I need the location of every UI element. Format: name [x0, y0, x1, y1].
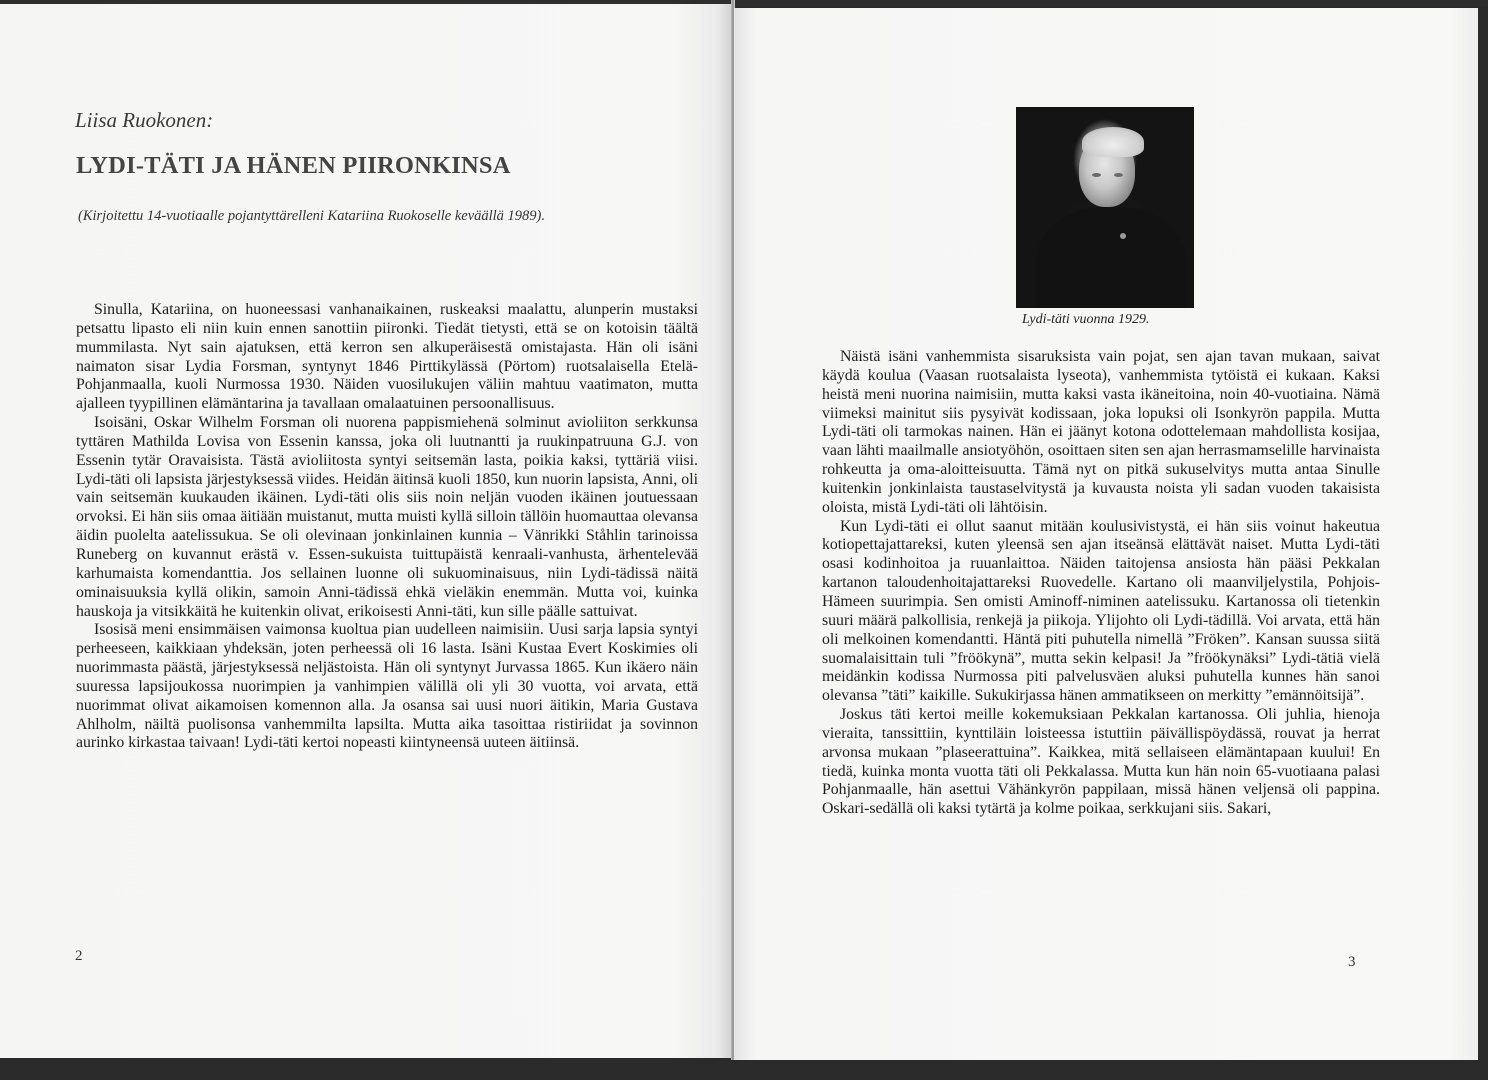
- photo-caption: Lydi-täti vuonna 1929.: [1022, 312, 1150, 327]
- paragraph: Isoisäni, Oskar Wilhelm Forsman oli nuorena pappismiehenä solminut avioliiton serkkunsa tyttären Mathilda Lovisa von Essenin kanssa, joka oli luutnantti ja ruukinpatruuna G.J. von Essenin tytär Oravaisista. Tästä avioliitosta syntyi seitsemän lasta, poikia kaksi, tyttäriä viisi. Lydi-täti oli lapsista järjestyksessä viides. Heidän äitinsä kuoli 1850, kun nuorin lapsista, Anni, oli vain seitsemän kuukauden ikäinen. Lydi-täti olis siis noin neljän vuoden ikäinen joutuessaan orvoksi. Ei hän siis omaa äitiään muistanut, mutta muisti kyllä silloin tällöin huomauttaa olevansa äidin puolelta aatelissukua. Se oli olevinaan jonkinlainen kunnia – Vänrikki Ståhlin tarinoissa Runeberg on kuvannut erästä v. Essen-sukuista tuittupäistä kenraali-vanhusta, ärhentelevää karhumaista komendanttia. Jos sellainen luonne oli sukuominaisuus, niin Lydi-tädissä näitä ominaisuuksia kyllä olikin, samoin Anni-tädissä ehkä vieläkin enemmän. Mutta voi, kuinka hauskoja ja vitsikkäitä he kuitenkin olivat, erikoisesti Anni-täti, kun sille päälle sattuivat.: [76, 414, 698, 620]
- paragraph: Sinulla, Katariina, on huoneessasi vanhanaikainen, ruskeaksi maalattu, alunperin mustaksi petsattu lipasto eli niin kuin ennen sanottiin piironki. Tiedät tietysti, että se on kotoisin täältä mummilasta. Nyt sain ajatuksen, että kerron sen alkuperäisestä omistajasta. Hän oli isäni naimaton sisar Lydia Forsman, syntynyt 1846 Pirttikylässä (Pörtom) ruotsalaisella Etelä-Pohjanmaalla, kuoli Nurmossa 1930. Näiden vuosilukujen väliin mahtuu vaatimaton, mutta ajalleen tyypillinen elämäntarina ja tavallaan omalaatuinen persoonallisuus.: [76, 301, 698, 413]
- author-name: Liisa Ruokonen:: [75, 108, 214, 132]
- photo-figure-brooch: [1120, 233, 1126, 239]
- paragraph: Näistä isäni vanhemmista sisaruksista vain pojat, sen ajan tavan mukaan, saivat käydä koulua (Vaasan ruotsalaista lyseota), vanhemmista tytöistä ei kukaan. Kaksi heistä meni nuorina naimisiin, mutta kaksi vasta ikäneitoina, noin 40-vuotiaina. Nämä viimeksi mainitut siis pysyivät kodissaan, joka lopuksi oli Isonkyrön pappila. Mutta Lydi-täti oli tarmokas nainen. Hän ei jäänyt kotona odottelemaan mahdollista kosijaa, vaan lähti maailmalle ansiotyöhön, osoittaen siten sen ajan herrasmamselille harvinaista rohkeutta ja oma-aloitteisuutta. Tämä nyt on pitkä sukuselvitys mutta antaa Sinulle kuitenkin jonkinlaista taustaselvitystä ja kuvausta noista yli sadan vuoden takaisista oloista, mistä Lydi-täti oli lähtöisin.: [822, 348, 1380, 516]
- paragraph: Kun Lydi-täti ei ollut saanut mitään koulusivistystä, ei hän siis voinut hakeutua kotiopettajattareksi, kuten yleensä sen ajan itseänsä elättävät naiset. Mutta Lydi-täti osasi kodinhoitoa ja ruuanlaittoa. Näiden taitojensa ansiosta hän pääsi Pekkalan kartanon taloudenhoitajattareksi Ruovedelle. Kartano oli maanviljelystila, Pohjois-Hämeen suurimpia. Sen omisti Aminoff-niminen aatelissuku. Kartanossa oli tietenkin suuri määrä palkollisia, renkejä ja piikoja. Ylijohto oli Lydi-tädillä. Voi arvata, että hän oli melkoinen komendantti. Häntä piti puhutella nimellä ”Fröken”. Kansan suussa siitä suomalaisittain tuli ”fröökynä”, mutta sekin kelpasi! Ja ”fröökynäksi” Lydi-tätiä vielä meidänkin kodissa Nurmossa piti palvelusväen aluksi puhutella kunnes hän sanoi olevansa ”täti” kaikille. Sukukirjassa hänen ammatikseen on merkitty ”emännöitsijä”.: [822, 517, 1380, 705]
- right-body-text: [822, 348, 1380, 819]
- left-page: [0, 4, 733, 1058]
- left-body-text: [76, 301, 698, 753]
- portrait-photo: [1016, 107, 1194, 308]
- page-number-right: 3: [1348, 954, 1356, 970]
- photo-figure-body: [1036, 207, 1186, 308]
- photo-figure-hair: [1082, 127, 1144, 157]
- photo-figure-eye: [1114, 173, 1123, 177]
- page-number-left: 2: [75, 948, 83, 964]
- article-title: LYDI-TÄTI JA HÄNEN PIIRONKINSA: [76, 152, 511, 179]
- paragraph: Joskus täti kertoi meille kokemuksiaan Pekkalan kartanossa. Oli juhlia, hienoja vieraita, tanssittiin, kynttiläin loisteessa istuttiin päivällispöydässä, rouvat ja herrat arvonsa mukaan ”plaseerattuina”. Kaikkea, mitä sellaiseen elämäntapaan kuului! En tiedä, kuinka monta vuotta täti oli Pekkalassa. Mutta kun hän noin 65-vuotiaana palasi Pohjanmaalle, hän asettui Vähänkyrön pappilaan, missä hänen veljensä oli pappina. Oskari-sedällä oli kaksi tytärtä ja kolme poikaa, serkkujani siis. Sakari,: [822, 706, 1380, 818]
- article-subtitle: (Kirjoitettu 14-vuotiaalle pojantyttärelleni Katariina Ruokoselle keväällä 1989).: [78, 208, 546, 224]
- paragraph: Isosisä meni ensimmäisen vaimonsa kuoltua pian uudelleen naimisiin. Uusi sarja lapsia syntyi perheeseen, kaikkiaan yhdeksän, joten perheessä oli 16 lasta. Isäni Kustaa Evert Koskimies oli nuorimmasta päästä, järjestyksessä neljästoista. Hän oli syntynyt Jurvassa 1865. Kun ikäero näin suuressa lapsijoukossa nuorimpien ja vanhimpien välillä oli yli 30 vuotta, voi arvata, että nuorimmat olivat aikamoisen komennon alla. Ja osansa sai uusi nuori äitikin, Maria Gustava Ahlholm, näiltä puolisonsa vanhemmilta lapsilta. Mutta aika tasoittaa ristiriidat ja sovinnon aurinko kirkastaa taivaan! Lydi-täti kertoi nopeasti kiintyneensä uuteen äitiinsä.: [76, 621, 698, 752]
- photo-figure-eye: [1092, 173, 1101, 177]
